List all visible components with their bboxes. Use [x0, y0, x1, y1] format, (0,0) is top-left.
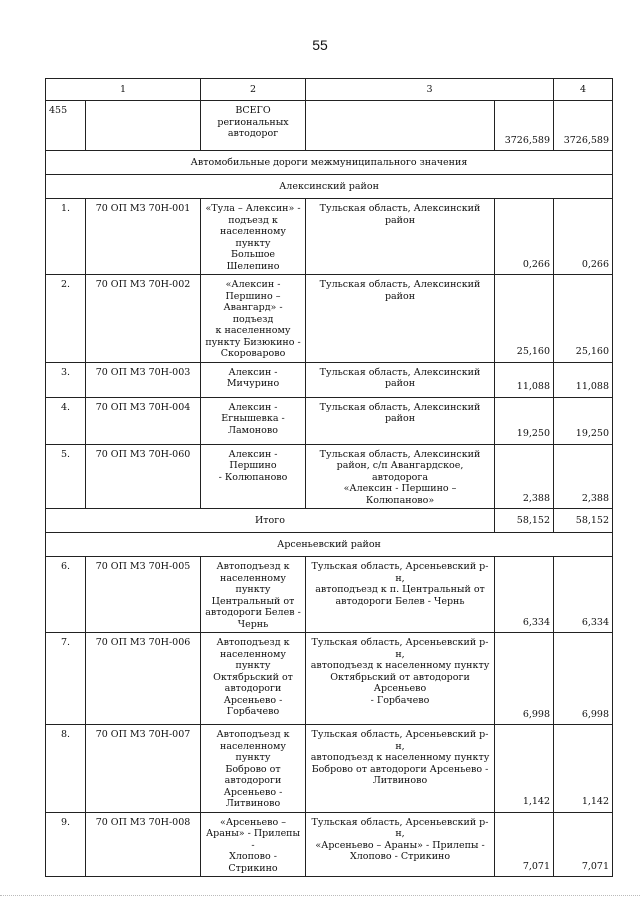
road-name: Алексин - Егнышевка - Ламоново [201, 397, 306, 444]
summary-value-1: 3726,589 [495, 101, 554, 151]
road-code: 70 ОП МЗ 70Н-004 [86, 397, 201, 444]
row-number: 3. [46, 362, 86, 397]
row-number: 5. [46, 444, 86, 509]
road-location: Тульская область, Алексинский район [306, 362, 495, 397]
road-length-1: 7,071 [495, 812, 554, 877]
table-row [46, 725, 613, 813]
page-bottom-edge [0, 895, 640, 900]
road-code: 70 ОП МЗ 70Н-060 [86, 444, 201, 509]
road-code: 70 ОП МЗ 70Н-002 [86, 275, 201, 363]
summary-num: 455 [46, 101, 86, 151]
roads-table-body [46, 79, 613, 877]
road-code: 70 ОП МЗ 70Н-006 [86, 633, 201, 725]
section-title: Автомобильные дороги межмуниципального значения [46, 151, 613, 175]
road-length-2: 6,998 [554, 633, 613, 725]
row-number: 9. [46, 812, 86, 877]
road-name: Алексин - Першино - Колюпаново [201, 444, 306, 509]
road-location: Тульская область, Арсеньевский р-н, «Арсеньево – Араны» - Прилепы - Хлопово - Стрикино [306, 812, 495, 877]
table-row [46, 275, 613, 363]
road-name: Автоподъезд к населенному пункту Боброво от автодороги Арсеньево - Литвиново [201, 725, 306, 813]
district-title-row [46, 533, 613, 557]
road-code: 70 ОП МЗ 70Н-001 [86, 199, 201, 275]
road-length-1: 6,334 [495, 557, 554, 633]
road-name: Автоподъезд к населенному пункту Октябрьский от автодороги Арсеньево - Горбачево [201, 633, 306, 725]
road-location: Тульская область, Алексинский район, с/п Авангардское, автодорога «Алексин - Першино – Колюпаново» [306, 444, 495, 509]
roads-table [45, 78, 613, 877]
row-number: 4. [46, 397, 86, 444]
summary-location-cell [306, 101, 495, 151]
total-row [46, 509, 613, 533]
road-name: «Арсеньево – Араны» - Прилепы - Хлопово - Стрикино [201, 812, 306, 877]
road-name: «Тула – Алексин» - подъезд к населенному пункту Большое Шелепино [201, 199, 306, 275]
district-title: Алексинский район [46, 175, 613, 199]
page-number: 55 [312, 37, 328, 53]
road-length-1: 0,266 [495, 199, 554, 275]
header-col-2: 2 [201, 79, 306, 101]
total-value-2: 58,152 [554, 509, 613, 533]
table-row [46, 362, 613, 397]
road-length-2: 11,088 [554, 362, 613, 397]
road-length-1: 25,160 [495, 275, 554, 363]
road-length-1: 11,088 [495, 362, 554, 397]
road-length-1: 1,142 [495, 725, 554, 813]
total-label: Итого [46, 509, 495, 533]
table-row [46, 199, 613, 275]
road-location: Тульская область, Арсеньевский р-н, автоподъезд к населенному пункту Октябрьский от автодороги Арсеньево - Горбачево [306, 633, 495, 725]
road-length-1: 19,250 [495, 397, 554, 444]
road-location: Тульская область, Арсеньевский р-н, автоподъезд к п. Центральный от автодороги Белев - Чернь [306, 557, 495, 633]
district-title-row [46, 175, 613, 199]
summary-empty-cell [86, 101, 201, 151]
district-title: Арсеньевский район [46, 533, 613, 557]
row-number: 8. [46, 725, 86, 813]
road-location: Тульская область, Алексинский район [306, 397, 495, 444]
road-location: Тульская область, Арсеньевский р-н, автоподъезд к населенному пункту Боброво от автодороги Арсеньево - Литвиново [306, 725, 495, 813]
road-location: Тульская область, Алексинский район [306, 275, 495, 363]
road-length-2: 6,334 [554, 557, 613, 633]
summary-name: ВСЕГО региональных автодорог [201, 101, 306, 151]
header-col-3: 3 [306, 79, 554, 101]
road-length-2: 1,142 [554, 725, 613, 813]
header-col-4: 4 [554, 79, 613, 101]
row-number: 2. [46, 275, 86, 363]
section-title-row [46, 151, 613, 175]
road-location: Тульская область, Алексинский район [306, 199, 495, 275]
road-length-2: 0,266 [554, 199, 613, 275]
road-code: 70 ОП МЗ 70Н-005 [86, 557, 201, 633]
header-row [46, 79, 613, 101]
road-name: «Алексин - Першино – Авангард» - подъезд к населенному пункту Бизюкино - Скороварово [201, 275, 306, 363]
summary-value-2: 3726,589 [554, 101, 613, 151]
road-length-1: 6,998 [495, 633, 554, 725]
road-length-2: 25,160 [554, 275, 613, 363]
table-row [46, 812, 613, 877]
road-length-2: 19,250 [554, 397, 613, 444]
table-row [46, 444, 613, 509]
road-name: Автоподъезд к населенному пункту Центральный от автодороги Белев - Чернь [201, 557, 306, 633]
table-row [46, 633, 613, 725]
road-length-2: 2,388 [554, 444, 613, 509]
row-number: 7. [46, 633, 86, 725]
row-number: 1. [46, 199, 86, 275]
table-row [46, 397, 613, 444]
table-row [46, 557, 613, 633]
total-value-1: 58,152 [495, 509, 554, 533]
road-length-1: 2,388 [495, 444, 554, 509]
road-length-2: 7,071 [554, 812, 613, 877]
summary-row [46, 101, 613, 151]
row-number: 6. [46, 557, 86, 633]
road-code: 70 ОП МЗ 70Н-007 [86, 725, 201, 813]
road-name: Алексин - Мичурино [201, 362, 306, 397]
road-code: 70 ОП МЗ 70Н-003 [86, 362, 201, 397]
road-code: 70 ОП МЗ 70Н-008 [86, 812, 201, 877]
header-col-1: 1 [46, 79, 201, 101]
